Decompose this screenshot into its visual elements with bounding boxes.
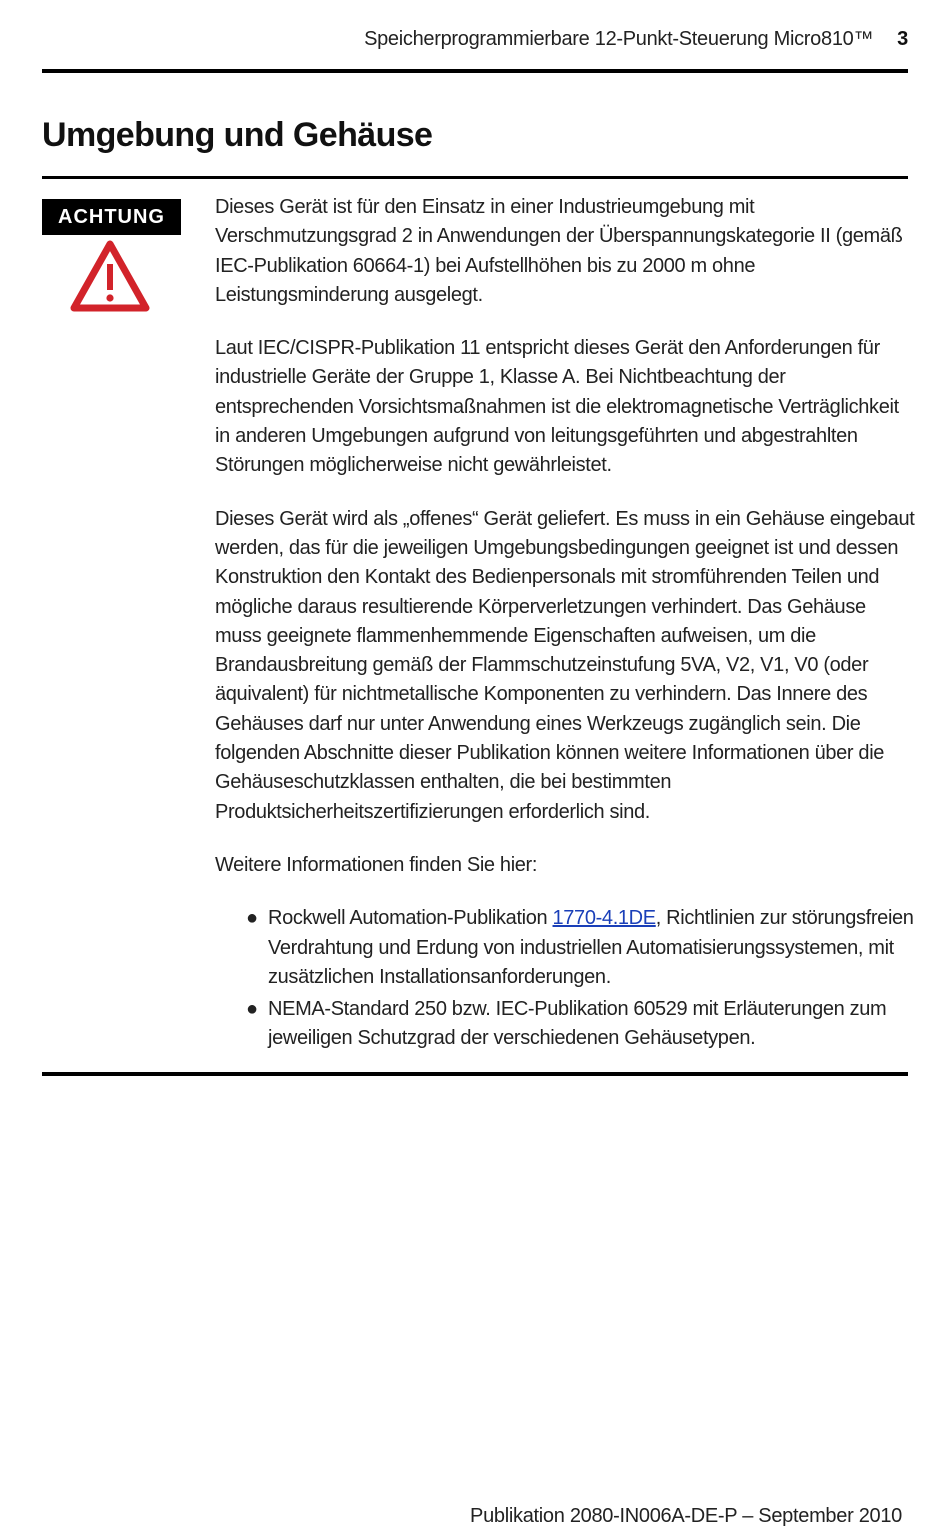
bullet-icon: ● xyxy=(246,998,258,1021)
notice-content xyxy=(215,193,915,1057)
notice-paragraph: Laut IEC/CISPR-Publikation 11 entspricht dieses Gerät den Anforderungen für industrielle Geräte der Gruppe 1, Klasse A. Bei Nichtbeachtung der entsprechenden Vorsichtsmaßnahmen ist die elektromagnetische Verträglichkeit in anderen Umgebungen aufgrund von leitungsgeführten und abgestrahlten Störungen möglicherweise nicht gewährleistet. xyxy=(215,337,899,477)
header-title: Speicherprogrammierbare 12-Punkt-Steuerung Micro810™ xyxy=(364,28,874,50)
notice-paragraph: Weitere Informationen finden Sie hier: xyxy=(215,853,538,876)
list-item xyxy=(246,904,915,992)
section-end-rule xyxy=(42,1072,908,1076)
page-footer: Publikation 2080-IN006A-DE-P – September 2010 xyxy=(470,1505,902,1527)
notice-paragraph: Dieses Gerät ist für den Einsatz in einer Industrieumgebung mit Verschmutzungsgrad 2 in Anwendungen der Überspannungskategorie II (gemäß IEC-Publikation 60664-1) bei Aufstellhöhen bis zu 2000 m ohne Leistungsminderung ausgelegt. xyxy=(215,196,903,306)
list-item-text-before: Rockwell Automation-Publikation xyxy=(268,907,553,930)
header-rule xyxy=(42,69,908,73)
list-item xyxy=(246,995,915,1054)
section-title: Umgebung und Gehäuse xyxy=(42,116,433,154)
list-item-text-after: , Richtlinien zur störungsfreien Verdrahtung und Erdung von industriellen Automatisierungssystemen, mit zusätzlichen Installationsanforderungen. xyxy=(268,907,914,988)
page-header xyxy=(42,28,908,60)
warning-triangle-icon xyxy=(70,240,150,312)
reference-list xyxy=(215,904,915,1053)
caution-badge: ACHTUNG xyxy=(42,199,181,235)
notice-paragraph: Dieses Gerät wird als „offenes“ Gerät geliefert. Es muss in ein Gehäuse eingebaut werden, das für die jeweiligen Umgebungsbedingungen geeignet ist und dessen Konstruktion den Kontakt des Bedienpersonals mit stromführenden Teilen und mögliche daraus resultierende Körperverletzungen verhindert. Das Gehäuse muss geeignete flammenhemmende Eigenschaften aufweisen, um die Brandausbreitung gemäß der Flammschutzeinstufung 5VA, V2, V1, V0 (oder äquivalent) für nichtmetallische Komponenten zu verhindern. Das Innere des Gehäuses darf nur unter Anwendung eines Werkzeugs zugänglich sein. Die folgenden Abschnitte dieser Publikation können weitere Informationen über die Gehäuseschutzklassen enthalten, die bei bestimmten Produktsicherheitszertifizierungen erforderlich sind. xyxy=(215,507,915,823)
publication-link[interactable]: 1770-4.1DE xyxy=(552,907,656,930)
bullet-icon: ● xyxy=(246,907,258,930)
section-rule xyxy=(42,176,908,179)
page-number: 3 xyxy=(897,28,908,50)
list-item-text: NEMA-Standard 250 bzw. IEC-Publikation 60529 mit Erläuterungen zum jeweiligen Schutzgrad der verschiedenen Gehäusetypen. xyxy=(268,998,887,1050)
